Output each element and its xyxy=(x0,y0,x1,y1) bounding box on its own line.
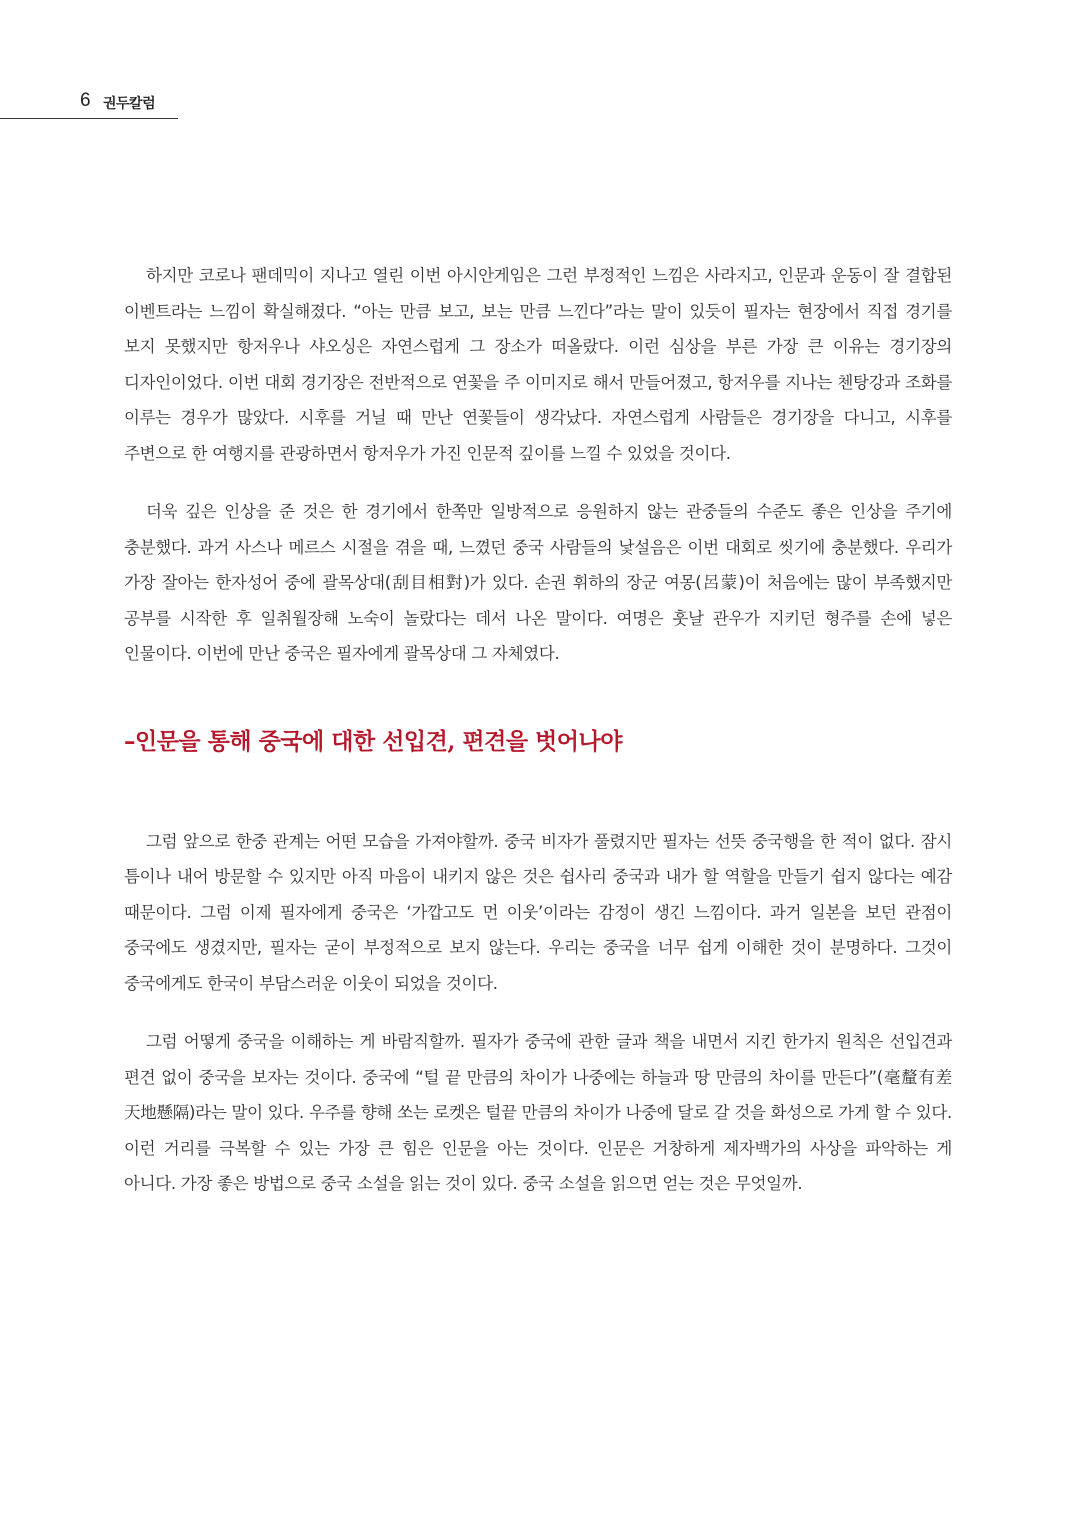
section-subheading: –인문을 통해 중국에 대한 선입견, 편견을 벗어나야 xyxy=(124,727,622,755)
page-header xyxy=(0,88,178,119)
page-number: 6 xyxy=(80,90,91,111)
article-paragraph-4: 그럼 어떻게 중국을 이해하는 게 바람직할까. 필자가 중국에 관한 글과 책을 내면서 지킨 한가지 원칙은 선입견과 편견 없이 중국을 보자는 것이다. 중국에 “털 끝 만큼의 차이가 나중에는 하늘과 땅 만큼의 차이를 만든다”(毫釐有差 天地懸隔)라는 말이 있다. 우주를 향해 쏘는 로켓은 털끝 만큼의 차이가 나중에 달로 갈 것을 화성으로 가게 할 수 있다. 이런 거리를 극복할 수 있는 가장 큰 힘은 인문을 아는 것이다. 인문은 거창하게 제자백가의 사상을 파악하는 게 아니다. 가장 좋은 방법으로 중국 소설을 읽는 것이 있다. 중국 소설을 읽으면 얻는 것은 무엇일까. xyxy=(124,1032,952,1193)
article-paragraph-3: 그럼 앞으로 한중 관계는 어떤 모습을 가져야할까. 중국 비자가 풀렸지만 필자는 선뜻 중국행을 한 적이 없다. 잠시 틈이나 내어 방문할 수 있지만 아직 마음이 내키지 않은 것은 쉽사리 중국과 내가 할 역할을 만들기 쉽지 않다는 예감 때문이다. 그럼 이제 필자에게 중국은 ‘가깝고도 먼 이웃’이라는 감정이 생긴 느낌이다. 과거 일본을 보던 관점이 중국에도 생겼지만, 필자는 굳이 부정적으로 보지 않는다. 우리는 중국을 너무 쉽게 이해한 것이 분명하다. 그것이 중국에게도 한국이 부담스러운 이웃이 되었을 것이다. xyxy=(124,831,952,993)
article-paragraph-2: 더욱 깊은 인상을 준 것은 한 경기에서 한쪽만 일방적으로 응원하지 않는 관중들의 수준도 좋은 인상을 주기에 충분했다. 과거 사스나 메르스 시절을 겪을 때, 느꼈던 중국 사람들의 낯설음은 이번 대회로 씻기에 충분했다. 우리가 가장 잘아는 한자성어 중에 괄목상대(刮目相對)가 있다. 손권 휘하의 장군 여몽(呂蒙)이 처음에는 많이 부족했지만 공부를 시작한 후 일취월장해 노숙이 놀랐다는 데서 나온 말이다. 여명은 훗날 관우가 지키던 형주를 손에 넣은 인물이다. 이번에 만난 중국은 필자에게 괄목상대 그 자체였다. xyxy=(124,502,952,663)
section-title: 권두칼럼 xyxy=(103,96,156,112)
article-paragraph-1: 하지만 코로나 팬데믹이 지나고 열린 이번 아시안게임은 그런 부정적인 느낌은 사라지고, 인문과 운동이 잘 결합된 이벤트라는 느낌이 확실해졌다. “아는 만큼 보고, 보는 만큼 느낀다”라는 말이 있듯이 필자는 현장에서 직접 경기를 보지 못했지만 항저우나 샤오싱은 자연스럽게 그 장소가 떠올랐다. 이런 심상을 부른 가장 큰 이유는 경기장의 디자인이었다. 이번 대회 경기장은 전반적으로 연꽃을 주 이미지로 해서 만들어졌고, 항저우를 지나는 첸탕강과 조화를 이루는 경우가 많았다. 시후를 거닐 때 만난 연꽃들이 생각났다. 자연스럽게 사람들은 경기장을 다니고, 시후를 주변으로 한 여행지를 관광하면서 항저우가 가진 인문적 깊이를 느낄 수 있었을 것이다. xyxy=(124,266,952,463)
article-body xyxy=(124,258,952,1202)
